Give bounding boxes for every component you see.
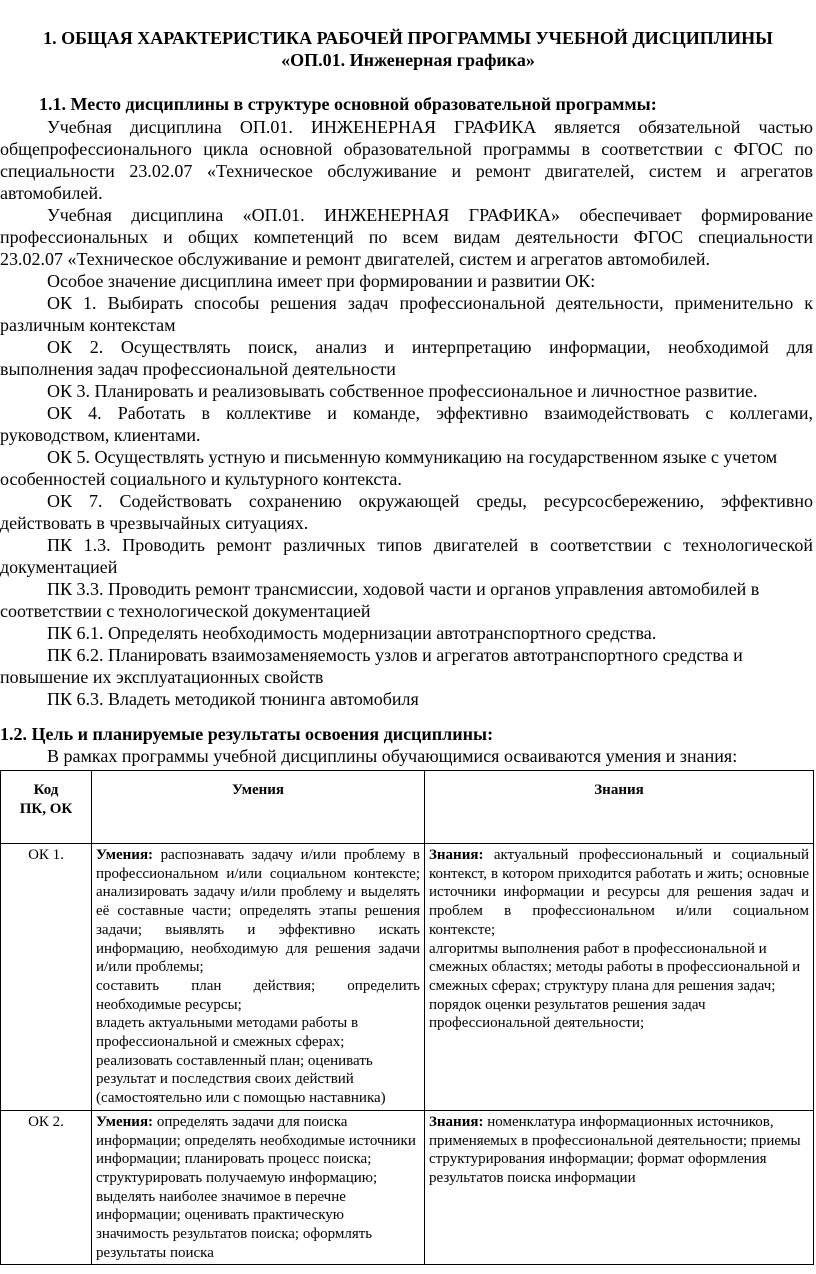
header-code-line2: ПК, ОК <box>19 800 73 817</box>
table-row <box>1 1110 814 1265</box>
competency-ok7-line-2: действовать в чрезвычайных ситуациях. <box>0 513 309 533</box>
competency-pk33-line-2: соответствии с технологической документацией <box>0 601 371 621</box>
row-skills <box>92 844 425 1111</box>
knowledge-label: Знания: <box>429 1113 484 1130</box>
table-header-row <box>1 771 814 844</box>
knowledge-text-2: алгоритмы выполнения работ в профессиональной и смежных областях; методы работы в профессиональной и смежных сферах; структуру плана для решения задач; порядок оценки результатов решения задач профессиональной деятельности; <box>429 940 801 1032</box>
competency-ok4-line-2: руководством, клиентами. <box>0 425 201 445</box>
row-knowledge <box>425 844 814 1111</box>
competency-table <box>0 770 814 1265</box>
knowledge-label: Знания: <box>429 847 484 863</box>
competency-ok2-line-1: ОК 2. Осуществлять поиск, анализ и интерпретацию информации, необходимой для <box>47 337 813 357</box>
row-knowledge <box>425 1110 814 1265</box>
header-code <box>1 771 92 844</box>
header-knowledge: Знания <box>425 771 814 844</box>
skills-text-2: составить план действия; определить необходимые ресурсы; <box>96 977 420 1013</box>
skills-label: Умения: <box>96 847 154 863</box>
competency-ok7-line-1: ОК 7. Содействовать сохранению окружающей среды, ресурсосбережению, эффективно <box>47 491 813 511</box>
p1-line-3: специальности 23.02.07 «Техническое обслуживание и ремонт двигателей, систем и агрегатов <box>0 161 813 181</box>
row-skills <box>92 1110 425 1265</box>
table-row <box>1 844 814 1111</box>
p1-line-4: автомобилей. <box>0 183 103 203</box>
header-code-line1: Код <box>33 782 59 798</box>
p1-line-1: Учебная дисциплина ОП.01. ИНЖЕНЕРНАЯ ГРАФИКА является обязательной частью <box>47 117 813 137</box>
competency-ok1-line-2: различным контекстам <box>0 315 176 335</box>
section-1-2-title: 1.2. Цель и планируемые результаты освоения дисциплины: <box>0 724 494 744</box>
skills-text-3: владеть актуальными методами работы в профессиональной и смежных сферах; реализовать составленный план; оценивать результат и последствия своих действий (самостоятельно или с помощью наставника) <box>96 1015 386 1107</box>
p1-line-2: общепрофессионального цикла основной образовательной программы в соответствии с ФГОС по <box>0 139 813 159</box>
competency-pk62-line-1: ПК 6.2. Планировать взаимозаменяемость узлов и агрегатов автотранспортного средства и <box>47 645 743 665</box>
competency-ok5-line-1: ОК 5. Осуществлять устную и письменную коммуникацию на государственном языке с учетом <box>47 447 778 467</box>
knowledge-text: номенклатура информационных источников, применяемых в профессиональной деятельности; приемы структурирования информации; формат оформления результатов поиска информации <box>429 1113 801 1186</box>
skills-label: Умения: <box>96 1113 154 1130</box>
competency-pk61: ПК 6.1. Определять необходимость модернизации автотранспортного средства. <box>47 623 657 643</box>
p2-line-3: 23.02.07 «Техническое обслуживание и ремонт двигателей, систем и агрегатов автомобилей. <box>0 249 710 269</box>
competency-pk13-line-2: документацией <box>0 557 118 577</box>
competency-pk33-line-1: ПК 3.3. Проводить ремонт трансмиссии, ходовой части и органов управления автомобилей в <box>47 579 760 599</box>
competency-ok2-line-2: выполнения задач профессиональной деятельности <box>0 359 396 379</box>
row-code: ОК 1. <box>1 844 92 1111</box>
skills-text: определять задачи для поиска информации; определять необходимые источники информации; планировать процесс поиска; структурировать получаемую информацию; выделять наиболее значимое в перечне информации; оценивать практическую значимость результатов поиска; оформлять результаты поиска <box>96 1113 416 1261</box>
p3-intro: Особое значение дисциплина имеет при формировании и развитии ОК: <box>47 271 596 291</box>
section-1-2-intro: В рамках программы учебной дисциплины обучающимися осваиваются умения и знания: <box>47 746 738 766</box>
section-1-1-title: 1.1. Место дисциплины в структуре основной образовательной программы: <box>39 94 657 114</box>
competency-ok3: ОК 3. Планировать и реализовывать собственное профессиональное и личностное развитие. <box>47 381 758 401</box>
competency-ok5-line-2: особенностей социального и культурного контекста. <box>0 469 402 489</box>
competency-pk63: ПК 6.3. Владеть методикой тюнинга автомобиля <box>47 689 419 709</box>
document-heading-line2: «ОП.01. Инженерная графика» <box>281 50 535 70</box>
row-code: ОК 2. <box>1 1110 92 1265</box>
header-skills: Умения <box>92 771 425 844</box>
competency-pk13-line-1: ПК 1.3. Проводить ремонт различных типов двигателей в соответствии с технологической <box>47 535 813 555</box>
knowledge-text: актуальный профессиональный и социальный контекст, в котором приходится работать и жить; основные источники информации и ресурсы для решения задач и проблем в профессиональном и/или социальном контексте; <box>429 847 809 938</box>
p2-line-2: профессиональных и общих компетенций по всем видам деятельности ФГОС специальности <box>0 227 813 247</box>
competency-pk62-line-2: повышение их эксплуатационных свойств <box>0 667 324 687</box>
p2-line-1: Учебная дисциплина «ОП.01. ИНЖЕНЕРНАЯ ГРАФИКА» обеспечивает формирование <box>47 205 813 225</box>
competency-ok1-line-1: ОК 1. Выбирать способы решения задач профессиональной деятельности, применительно к <box>47 293 813 313</box>
competency-ok4-line-1: ОК 4. Работать в коллективе и команде, эффективно взаимодействовать с коллегами, <box>47 403 813 423</box>
document-heading-line1: 1. ОБЩАЯ ХАРАКТЕРИСТИКА РАБОЧЕЙ ПРОГРАММЫ УЧЕБНОЙ ДИСЦИПЛИНЫ <box>43 28 773 48</box>
skills-text: распознавать задачу и/или проблему в профессиональном и/или социальном контексте; анализировать задачу и/или проблему и выделять её составные части; определять этапы решения задачи; выявлять и эффективно искать информацию, необходимую для решения задачи и/или проблемы; <box>96 847 420 976</box>
